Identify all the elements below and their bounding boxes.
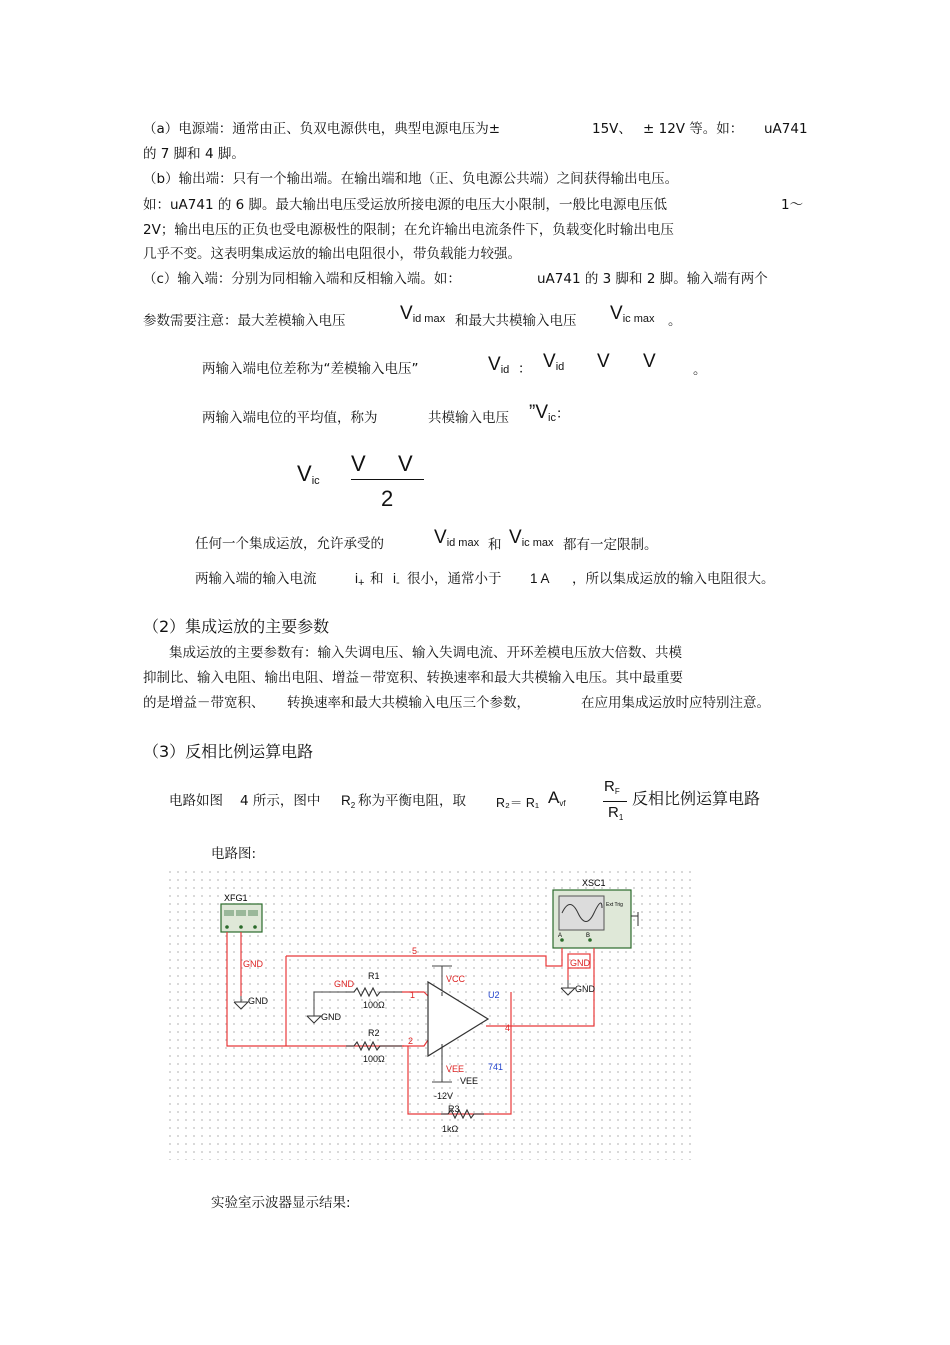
channel-b-label: B [586, 933, 591, 939]
para-a-line1: （a）电源端：通常由正、负双电源供电，典型电源电压为± [143, 121, 501, 137]
node-4-label: 4 [505, 1023, 511, 1033]
formula-vic: $V_{ic}$ [297, 461, 320, 487]
para-a-chip: uA741 [764, 121, 808, 137]
vee-label: VEE [446, 1064, 465, 1074]
common-text1: 两输入端电位的平均值，称为 [202, 410, 378, 426]
v-plus-symbol: V [597, 351, 610, 372]
gnd-label-scope: GND [570, 958, 590, 968]
gnd-label-r1: GND [334, 979, 354, 989]
r2-value: 100Ω [363, 1054, 385, 1064]
limit-vid-max: $V_{id max}$ [434, 527, 480, 549]
vic-max-symbol: $V_{ic max}$ [610, 303, 655, 325]
r2-symbol: $R_2$ [341, 793, 356, 810]
node-5-label: 5 [412, 946, 418, 956]
para-b-line3: 2V；输出电压的正负也受电源极性的限制；在允许输出电流条件下，负载变化时输出电压 [143, 222, 674, 238]
gnd-label-scope-2: GND [575, 984, 595, 994]
limit-text2: 都有一定限制。 [563, 537, 658, 553]
black-labels [248, 971, 596, 1134]
r1-label: R1 [368, 971, 380, 981]
xfg1-label: XFG1 [224, 893, 248, 903]
formula-num-a: V [351, 451, 366, 476]
para-c-line2a: 参数需要注意：最大差模输入电压 [143, 313, 346, 329]
v-minus-symbol: V [643, 351, 656, 372]
para-c-line2-end: 。 [668, 313, 682, 329]
limit-vic-max: $V_{ic max}$ [509, 527, 554, 549]
para-b-line2-end: 1～ [781, 197, 804, 213]
avf-symbol: $A_{vf}$ [548, 788, 566, 808]
section3-line-c: 称为平衡电阻，取 [358, 793, 466, 809]
circuit-svg [166, 868, 696, 1160]
current-text1: 两输入端的输入电流 [195, 571, 317, 587]
section2-line3a: 的是增益－带宽积、 [143, 695, 265, 711]
gnd-label-gen-2: GND [248, 996, 268, 1006]
section2-heading: （2）集成运放的主要参数 [143, 617, 330, 636]
circuit-diagram-label: 电路图: [211, 846, 257, 862]
limit-text1: 任何一个集成运放，允许承受的 [195, 536, 384, 552]
vid-symbol-2: $V_{id}$ [543, 351, 565, 373]
ground-symbols [234, 988, 575, 1023]
limit-and: 和 [488, 537, 502, 553]
section2-line3c: 在应用集成运放时应特别注意。 [581, 695, 770, 711]
node-1-label: 1 [410, 990, 416, 1000]
vee-bottom-label: VEE [460, 1076, 479, 1086]
frac-rf-r1-bar [603, 801, 627, 802]
blue-labels [488, 990, 503, 1072]
i-plus: $i_+$ [355, 571, 365, 589]
xsc1-label: XSC1 [582, 878, 606, 888]
para-c-line1-chip: uA741 的 3 脚和 2 脚。输入端有两个 [537, 271, 768, 287]
diff-colon: ： [518, 361, 532, 377]
section2-line3b: 转换速率和最大共模输入电压三个参数， [287, 695, 530, 711]
frac-rf: $R_F$ [604, 778, 620, 796]
current-text2: 很小，通常小于 [407, 571, 502, 587]
section3-line-b: 4 所示，图中 [240, 793, 321, 809]
para-c-line2b: 和最大共模输入电压 [455, 313, 577, 329]
function-generator [221, 893, 262, 932]
section3-heading: （3）反相比例运算电路 [143, 742, 314, 761]
i-minus: $i_-$ [393, 571, 400, 589]
current-text3: ，所以集成运放的输入电阻很大。 [572, 571, 775, 587]
para-b-line1: （b）输出端：只有一个输出端。在输出端和地（正、负电源公共端）之间获得输出电压。 [143, 171, 679, 187]
formula-num-b: V [398, 451, 413, 476]
current-value: 1 A [530, 571, 550, 586]
vid-max-symbol: $V_{id max}$ [400, 303, 446, 325]
current-and: 和 [370, 571, 384, 587]
red-labels [243, 946, 591, 1074]
para-a-line2: 的 7 脚和 4 脚。 [143, 146, 245, 162]
diff-end: 。 [693, 362, 707, 378]
section3-line-a: 电路如图 [169, 793, 223, 809]
section2-line2: 抑制比、输入电阻、输出电阻、增益－带宽积、转换速率和最大共模输入电压。其中最重要 [143, 670, 683, 686]
vid-symbol: $V_{id}$ [488, 354, 510, 376]
para-a-12v: ± 12V 等。如： [643, 121, 744, 137]
node-2-label: 2 [408, 1036, 414, 1046]
ground-wires [241, 966, 568, 1082]
para-c-line1: （c）输入端：分别为同相输入端和反相输入端。如： [143, 271, 461, 287]
model-741-label: 741 [488, 1062, 504, 1072]
section3-title-right: 反相比例运算电路 [632, 789, 761, 808]
gnd-label-r1-2: GND [321, 1012, 341, 1022]
u2-label: U2 [488, 990, 500, 1000]
section2-line1: 集成运放的主要参数有：输入失调电压、输入失调电流、开环差模电压放大倍数、共模 [169, 645, 682, 661]
formula-fraction-bar [351, 479, 424, 480]
diff-text: 两输入端电位差称为“差模输入电压” [202, 361, 419, 377]
para-b-line2: 如：uA741 的 6 脚。最大输出电压受运放所接电源的电压大小限制，一般比电源电压低 [143, 197, 668, 213]
channel-a-label: A [558, 933, 563, 939]
result-label: 实验室示波器显示结果: [211, 1195, 351, 1211]
frac-r1: $R_1$ [608, 804, 624, 822]
r2-label: R2 [368, 1028, 380, 1038]
vcc-label: VCC [446, 974, 466, 984]
minus-12v-label: -12V [434, 1091, 454, 1101]
r3-label: R3 [448, 1104, 460, 1114]
r1-value: 100Ω [363, 1000, 385, 1010]
para-b-line4: 几乎不变。这表明集成运放的输出电阻很小，带负载能力较强。 [143, 246, 521, 262]
common-text2: 共模输入电压 [428, 410, 509, 426]
op-amp-741 [428, 982, 488, 1060]
ext-trig-label: Ext Trig [606, 902, 623, 908]
gnd-label-gen: GND [243, 959, 263, 969]
signal-wires [227, 932, 594, 1114]
oscilloscope [553, 878, 638, 948]
section3-equation: R₂＝ R₁ [496, 796, 540, 810]
circuit-schematic [166, 868, 696, 1160]
para-a-15v: 15V、 [592, 121, 632, 137]
formula-den: 2 [381, 486, 394, 511]
vic-symbol: $”V_{ic}$： [529, 402, 570, 424]
r3-value: 1kΩ [442, 1124, 459, 1134]
